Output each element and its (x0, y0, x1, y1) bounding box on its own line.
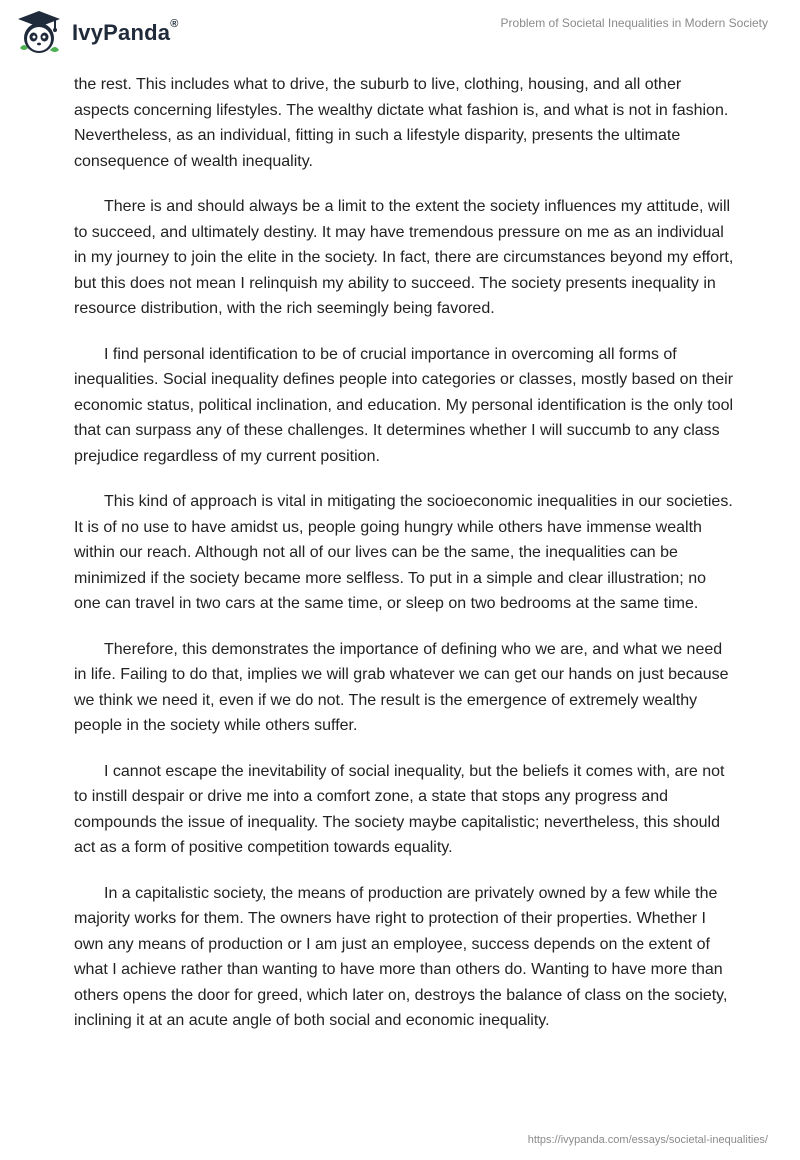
paragraph-1: the rest. This includes what to drive, the suburb to live, clothing, housing, and all other aspects concerning lifestyles. The wealthy dictate what fashion is, and what is not in fashion. Nevertheless, as an individual, fitting in such a lifestyle disparity, presents the ultimate consequence of wealth inequality. (74, 76, 729, 170)
source-url[interactable]: https://ivypanda.com/essays/societal-inequalities/ (527, 1134, 768, 1146)
paragraph-6: I cannot escape the inevitability of social inequality, but the beliefs it comes with, are not to instill despair or drive me into a comfort zone, a state that stops any progress and compounds the issue of inequality. The society maybe capitalistic; nevertheless, this should act as a form of positive competition towards equality. (74, 762, 725, 856)
document-title: Problem of Societal Inequalities in Modern Society (500, 16, 768, 30)
brand-label: IvyPanda (72, 20, 171, 45)
paragraph-4: This kind of approach is vital in mitigating the socioeconomic inequalities in our societies. It is of no use to have amidst us, people going hungry while others have immense wealth within our reach. Although not all of our lives can be the same, the inequalities can be minimized if the society became more selfless. To put in a simple and clear illustration; no one can travel in two cars at the same time, or sleep on two bedrooms at the same time. (74, 493, 733, 612)
paragraph-2: There is and should always be a limit to the extent the society influences my attitude, will to succeed, and ultimately destiny. It may have tremendous pressure on me as an individual in my journey to join the elite in the society. In fact, there are circumstances beyond my effort, but this does not mean I relinquish my ability to succeed. The society presents inequality in resource distribution, with the rich seemingly being favored. (74, 198, 734, 317)
paragraph-5: Therefore, this demonstrates the importance of defining who we are, and what we need in life. Failing to do that, implies we will grab whatever we can get our hands on just because we think we need it, even if we do not. The result is the emergence of extremely wealthy people in the society while others suffer. (74, 640, 729, 734)
panda-logo-icon (14, 8, 64, 58)
brand-name (72, 20, 179, 46)
paragraph-7: In a capitalistic society, the means of production are privately owned by a few while the majority works for them. The owners have right to protection of their properties. Whether I own any means of production or I am just an employee, success depends on the extent of what I achieve rather than wanting to have more than others do. Wanting to have more than others opens the door for greed, which later on, destroys the balance of class on the society, inclining it at an acute angle of both social and economic inequality. (74, 884, 728, 1029)
essay-body (74, 72, 734, 1054)
paragraph-3: I find personal identification to be of crucial importance in overcoming all forms of inequalities. Social inequality defines people into categories or classes, mostly based on their economic status, political inclination, and education. My personal identification is the only tool that can surpass any of these challenges. It determines whether I will succumb to any class prejudice regardless of my current position. (74, 345, 734, 465)
registered-mark: ® (170, 18, 179, 30)
ivypanda-logo[interactable] (14, 8, 179, 58)
page-header (0, 0, 800, 70)
